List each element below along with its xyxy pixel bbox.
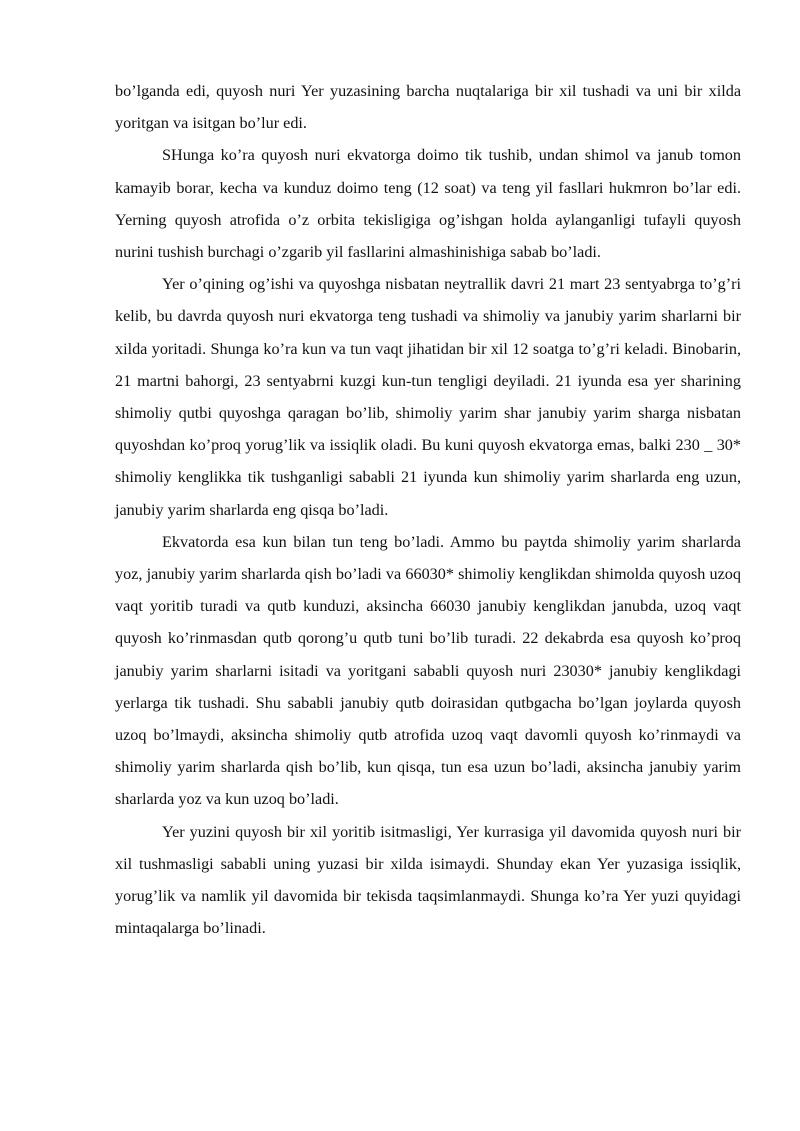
paragraph-5: Yer yuzini quyosh bir xil yoritib isitmasligi, Yer kurrasiga yil davomida quyosh nuri bir xil tushmasligi sababli uning yuzasi bir xilda isimaydi. Shunday ekan Yer yuzasiga issiqlik, yorug’lik va namlik yil davomida bir tekisda taqsimlanmaydi. Shunga ko’ra Yer yuzi quyidagi mintaqalarga bo’linadi. [115,822,741,938]
paragraph-2: SHunga ko’ra quyosh nuri ekvatorga doimo tik tushib, undan shimol va janub tomon kamayib borar, kecha va kunduz doimo teng (12 soat) va teng yil fasllari hukmron bo’lar edi. Yerning quyosh atrofida o’z orbita tekisligiga og’ishgan holda aylanganligi tufayli quyosh nurini tushish burchagi o’zgarib yil fasllarini almashinishiga sabab bo’ladi. [115,146,741,262]
paragraph-3: Yer o’qining og’ishi va quyoshga nisbatan neytrallik davri 21 mart 23 sentyabrga to’g’ri kelib, bu davrda quyosh nuri ekvatorga teng tushadi va shimoliy va janubiy yarim sharlarni bir xilda yoritadi. Shunga ko’ra kun va tun vaqt jihatidan bir xil 12 soatga to’g’ri keladi. Binobarin, 21 martni bahorgi, 23 sentyabrni kuzgi kun-tun tengligi deyiladi. 21 iyunda esa yer sharining shimoliy qutbi quyoshga qaragan bo’lib, shimoliy yarim shar janubiy yarim sharga nisbatan quyoshdan ko’proq yorug’lik va issiqlik oladi. Bu kuni quyosh ekvatorga emas, balki 230 _ 30* shimoliy kenglikka tik tushganligi sababli 21 iyunda kun shimoliy yarim sharlarda eng uzun, janubiy yarim sharlarda eng qisqa bo’ladi. [115,275,741,519]
paragraph-4: Ekvatorda esa kun bilan tun teng bo’ladi. Ammo bu paytda shimoliy yarim sharlarda yoz, janubiy yarim sharlarda qish bo’ladi va 66030* shimoliy kenglikdan shimolda quyosh uzoq vaqt yoritib turadi va qutb kunduzi, aksincha 66030 janubiy kenglikdan janubda, uzoq vaqt quyosh ko’rinmasdan qutb qorong’u qutb tuni bo’lib turadi. 22 dekabrda esa quyosh ko’proq janubiy yarim sharlarni isitadi va yoritgani sababli quyosh nuri 23030* janubiy kenglikdagi yerlarga tik tushadi. Shu sababli janubiy qutb doirasidan qutbgacha bo’lgan joylarda quyosh uzoq bo’lmaydi, aksincha shimoliy qutb atrofida uzoq vaqt davomli quyosh ko’rinmaydi va shimoliy yarim sharlarda qish bo’lib, kun qisqa, tun esa uzun bo’ladi, aksincha janubiy yarim sharlarda yoz va kun uzoq bo’ladi. [115,532,741,809]
document-page [115,75,741,944]
paragraph-1: bo’lganda edi, quyosh nuri Yer yuzasining barcha nuqtalariga bir xil tushadi va uni bir xilda yoritgan va isitgan bo’lur edi. [115,82,741,133]
